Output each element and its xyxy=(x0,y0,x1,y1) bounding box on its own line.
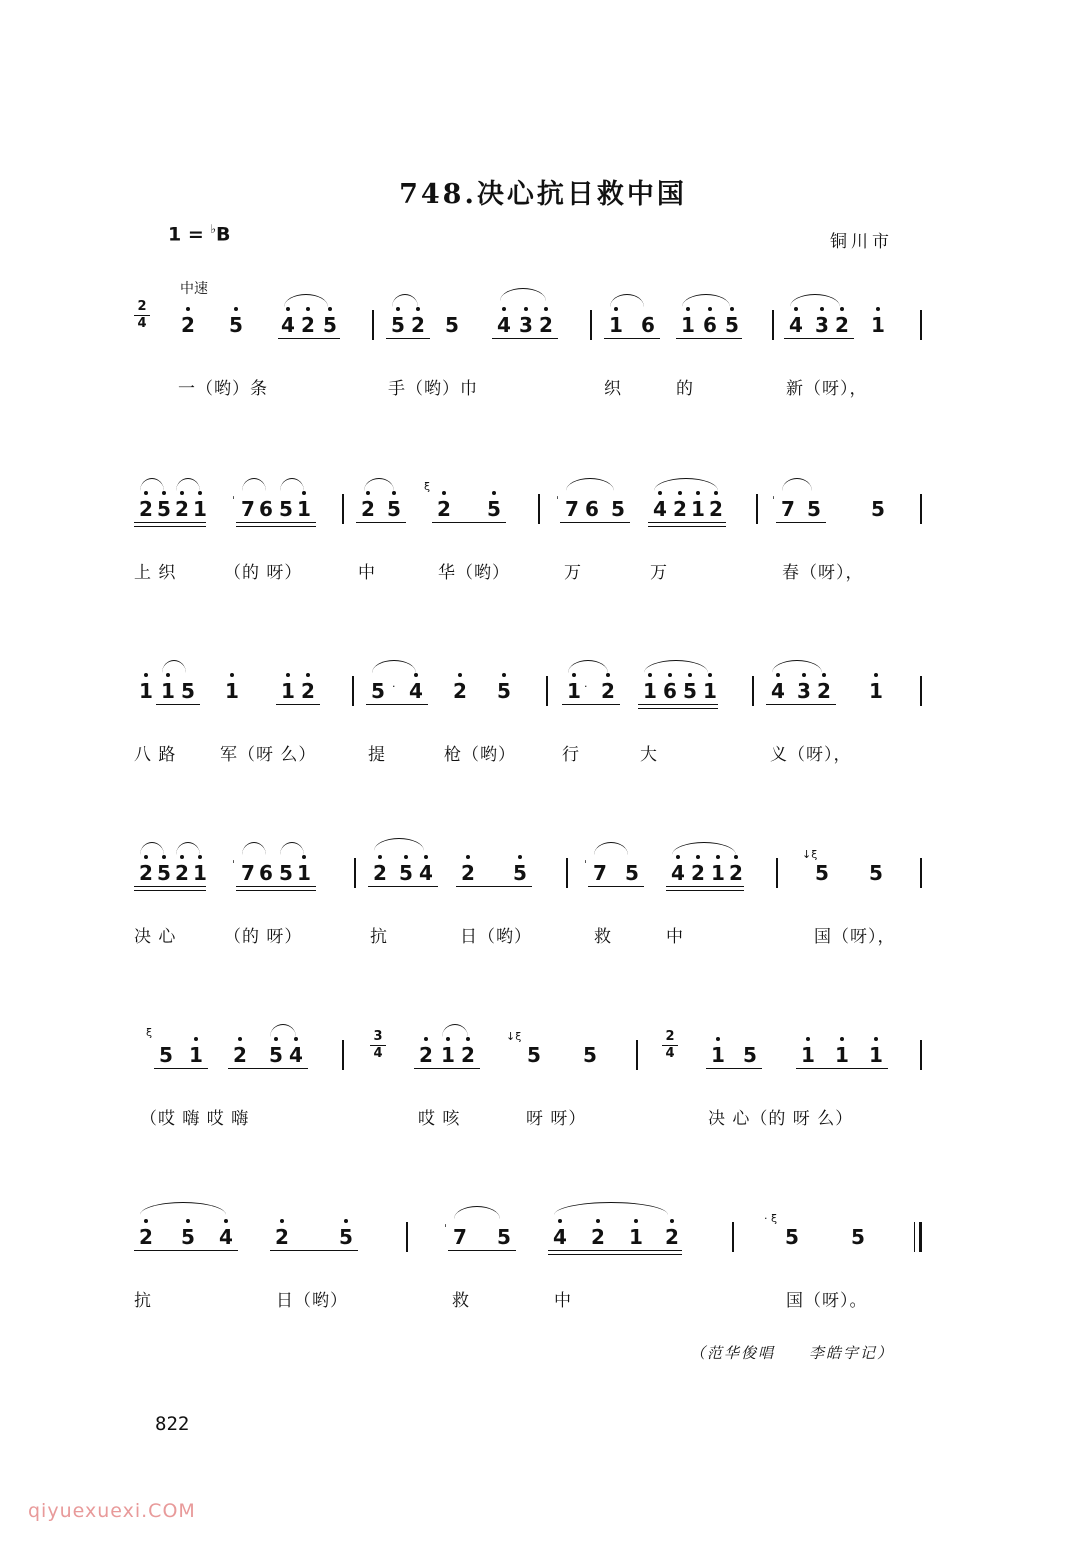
note: 2 xyxy=(134,1226,158,1248)
note: 2 xyxy=(704,498,728,520)
note: 2 xyxy=(356,498,380,520)
bar-line xyxy=(342,1040,344,1070)
note: 1 xyxy=(292,498,316,520)
note: 5 xyxy=(371,679,385,703)
note: 2 xyxy=(456,1044,480,1066)
note: 6 xyxy=(259,497,273,521)
slur xyxy=(654,478,718,491)
note: 3 xyxy=(792,680,816,702)
beam xyxy=(604,338,660,339)
beam xyxy=(456,886,532,887)
note: 5 xyxy=(492,680,516,702)
beam xyxy=(706,1068,762,1069)
lyric: 万 xyxy=(564,563,582,583)
note: 1 xyxy=(796,1044,820,1066)
bar-line xyxy=(920,858,922,888)
slur xyxy=(566,478,614,491)
final-bar-thick xyxy=(919,1222,922,1252)
lyric: 中 xyxy=(554,1291,572,1311)
note: 5 xyxy=(497,1225,511,1249)
note: 2 xyxy=(586,1226,610,1248)
note: 1 xyxy=(292,862,316,884)
lyric: 中 xyxy=(666,927,684,947)
beam xyxy=(588,886,644,887)
score-line-5 xyxy=(120,1016,940,1136)
lyric: 日（哟） xyxy=(276,1291,348,1311)
note: 1 xyxy=(686,498,710,520)
note: 2 xyxy=(534,314,558,336)
note: 4 xyxy=(766,680,790,702)
bar-line xyxy=(566,858,568,888)
slur xyxy=(672,842,736,855)
bar-line xyxy=(732,1222,734,1252)
slur xyxy=(364,478,394,491)
beam xyxy=(648,526,726,527)
beam xyxy=(228,1068,308,1069)
note: 1 xyxy=(676,314,700,336)
note: 5 xyxy=(394,862,418,884)
lyric: 救 xyxy=(452,1291,470,1311)
note: 2 xyxy=(368,862,392,884)
note: 1 xyxy=(156,680,180,702)
note: 1 xyxy=(134,680,158,702)
bar-line xyxy=(776,858,778,888)
note: 7 xyxy=(241,861,255,885)
lyric: （哎 嗨 哎 嗨 xyxy=(140,1109,250,1129)
lyric: 提 xyxy=(368,745,386,765)
note: 5 xyxy=(264,1044,288,1066)
grace-mark: ξ xyxy=(146,1026,153,1039)
note: 6 xyxy=(698,314,722,336)
slur xyxy=(162,660,186,673)
lyric: 哎 咳 xyxy=(418,1109,461,1129)
slur xyxy=(176,842,200,855)
note: 2 xyxy=(296,314,320,336)
slur xyxy=(500,288,546,301)
bar-line xyxy=(372,310,374,340)
note: 5 xyxy=(871,497,885,521)
note: 5 xyxy=(527,1043,541,1067)
beam xyxy=(366,704,428,705)
beam xyxy=(492,338,558,339)
note: 4 xyxy=(414,862,438,884)
tempo-marking: 中速 xyxy=(180,281,208,297)
grace-mark: ˈ xyxy=(556,494,560,507)
note: 4 xyxy=(784,314,808,336)
lyric: 抗 xyxy=(370,927,388,947)
lyric: 决 心 xyxy=(134,927,177,947)
lyric: 行 xyxy=(562,745,580,765)
note: 1 xyxy=(436,1044,460,1066)
note: 1 xyxy=(698,680,722,702)
note: 1 xyxy=(864,1044,888,1066)
beam xyxy=(666,886,744,887)
grace-mark: ˈ xyxy=(444,1222,448,1235)
lyric: 义（呀）， xyxy=(770,745,852,765)
slur xyxy=(242,842,266,855)
slur xyxy=(140,1202,226,1215)
score-line-6 xyxy=(120,1198,940,1318)
beam xyxy=(270,1250,358,1251)
note: 5 xyxy=(720,314,744,336)
note: 5 xyxy=(625,861,639,885)
note: 7 xyxy=(565,497,579,521)
note: 2 xyxy=(134,498,158,520)
note: 5 xyxy=(386,314,410,336)
note: 5 xyxy=(334,1226,358,1248)
grace-mark: ↓ξ xyxy=(506,1030,522,1043)
slur xyxy=(280,478,304,491)
beam xyxy=(648,522,726,523)
slur xyxy=(782,478,812,491)
note: 5 xyxy=(279,497,293,521)
beam xyxy=(154,1068,208,1069)
beam xyxy=(368,886,438,887)
slur xyxy=(454,1206,500,1219)
beam xyxy=(432,522,506,523)
note: 6 xyxy=(641,313,655,337)
bar-line xyxy=(590,310,592,340)
note: 2 xyxy=(596,680,620,702)
slur xyxy=(442,1024,468,1037)
note: 5 xyxy=(152,498,176,520)
note: 5 xyxy=(176,1226,200,1248)
note: 2 xyxy=(660,1226,684,1248)
dot-mark: · xyxy=(392,680,396,693)
score-line-3 xyxy=(120,652,940,772)
note: 1 xyxy=(184,1044,208,1066)
note: 7 xyxy=(781,497,795,521)
lyric: 八 路 xyxy=(134,745,177,765)
note: 6 xyxy=(658,680,682,702)
beam xyxy=(386,338,430,339)
beam xyxy=(676,338,742,339)
lyric: 春（呀）， xyxy=(782,563,864,583)
time-signature: 2 4 xyxy=(662,1030,678,1061)
note: 5 xyxy=(869,861,883,885)
note: 5 xyxy=(611,497,625,521)
note: 2 xyxy=(170,498,194,520)
note: 1 xyxy=(188,862,212,884)
note: 2 xyxy=(448,680,472,702)
lyric: 万 xyxy=(650,563,668,583)
beam xyxy=(784,338,854,339)
bar-line xyxy=(920,494,922,524)
lyric: 抗 xyxy=(134,1291,152,1311)
slur xyxy=(270,1024,296,1037)
beam xyxy=(278,338,340,339)
note: 2 xyxy=(456,862,480,884)
lyric: 呀 呀） xyxy=(526,1109,587,1129)
bar-line xyxy=(406,1222,408,1252)
lyric: （的 呀） xyxy=(224,927,303,947)
bar-line xyxy=(636,1040,638,1070)
note: 7 xyxy=(593,861,607,885)
watermark: qiyuexuexi.COM xyxy=(28,1500,196,1522)
lyric: 救 xyxy=(594,927,612,947)
note: 2 xyxy=(406,314,430,336)
lyric: 新（呀）， xyxy=(786,379,868,399)
lyric: 日（哟） xyxy=(460,927,532,947)
lyric: 大 xyxy=(640,745,658,765)
note: 2 xyxy=(176,314,200,336)
bar-line xyxy=(920,1040,922,1070)
note: 5 xyxy=(583,1043,597,1067)
score-line-4 xyxy=(120,834,940,954)
note: 1 xyxy=(706,862,730,884)
bar-line xyxy=(756,494,758,524)
note: 2 xyxy=(724,862,748,884)
beam xyxy=(236,886,316,887)
dot-mark: · xyxy=(584,680,588,693)
slur xyxy=(644,660,708,673)
note: 1 xyxy=(624,1226,648,1248)
note: 4 xyxy=(548,1226,572,1248)
bar-line xyxy=(538,494,540,524)
flat-icon: ♭ xyxy=(210,222,217,236)
note: 3 xyxy=(514,314,538,336)
note: 2 xyxy=(228,1044,252,1066)
lyric: 织 xyxy=(604,379,622,399)
grace-mark: ↓ξ xyxy=(802,848,818,861)
beam xyxy=(548,1250,682,1251)
slur xyxy=(280,842,304,855)
slur xyxy=(682,294,730,307)
note: 5 xyxy=(181,679,195,703)
note: 3 xyxy=(810,314,834,336)
lyric: 一（哟）条 xyxy=(178,379,268,399)
note: 4 xyxy=(492,314,516,336)
beam xyxy=(134,526,206,527)
slur xyxy=(372,660,416,673)
note: 5 xyxy=(743,1043,757,1067)
note: 1 xyxy=(864,680,888,702)
slur xyxy=(242,478,266,491)
note: 2 xyxy=(668,498,692,520)
note: 1 xyxy=(638,680,662,702)
beam xyxy=(134,522,206,523)
lyric: 军（呀 么） xyxy=(220,745,317,765)
lyric: 手（哟）巾 xyxy=(388,379,478,399)
note: 5 xyxy=(815,861,829,885)
note: 4 xyxy=(214,1226,238,1248)
slur xyxy=(176,478,200,491)
note: 5 xyxy=(785,1225,799,1249)
slur xyxy=(374,838,424,851)
lyric: 国（呀）。 xyxy=(786,1291,868,1311)
note: 1 xyxy=(866,314,890,336)
time-signature: 2 4 xyxy=(134,300,150,331)
beam xyxy=(156,704,200,705)
key-signature xyxy=(168,222,231,245)
note: 5 xyxy=(224,314,248,336)
grace-mark: ˈ xyxy=(232,858,236,871)
note: 5 xyxy=(159,1043,173,1067)
note: 7 xyxy=(453,1225,467,1249)
note: 2 xyxy=(170,862,194,884)
note: 5 xyxy=(482,498,506,520)
beam xyxy=(562,704,620,705)
note: 1 xyxy=(830,1044,854,1066)
beam xyxy=(796,1068,888,1069)
note: 2 xyxy=(432,498,456,520)
region-label: 铜川市 xyxy=(830,232,893,252)
slur xyxy=(284,294,328,307)
beam xyxy=(766,704,836,705)
page-number: 822 xyxy=(155,1413,190,1435)
note: 1 xyxy=(188,498,212,520)
note: 5 xyxy=(851,1225,865,1249)
grace-mark: ˈ xyxy=(772,494,776,507)
beam xyxy=(236,522,316,523)
note: 2 xyxy=(686,862,710,884)
bar-line xyxy=(920,676,922,706)
note: 4 xyxy=(666,862,690,884)
note: 1 xyxy=(220,680,244,702)
slur xyxy=(790,294,840,307)
note: 1 xyxy=(562,680,586,702)
note: 5 xyxy=(318,314,342,336)
lyric: 枪（哟） xyxy=(444,745,516,765)
slur xyxy=(568,660,608,673)
beam xyxy=(276,704,320,705)
bar-line xyxy=(352,676,354,706)
beam xyxy=(548,1254,682,1255)
note: 2 xyxy=(830,314,854,336)
note: 4 xyxy=(404,680,428,702)
lyric: 的 xyxy=(676,379,694,399)
lyric: 国（呀）， xyxy=(814,927,896,947)
grace-mark: ξ xyxy=(424,480,431,493)
grace-mark: ˈ xyxy=(232,494,236,507)
note: 4 xyxy=(648,498,672,520)
slur xyxy=(140,842,164,855)
lyric: （的 呀） xyxy=(224,563,303,583)
note: 2 xyxy=(812,680,836,702)
note: 4 xyxy=(284,1044,308,1066)
score-line-2 xyxy=(120,470,940,590)
beam xyxy=(666,890,744,891)
score-line-1 xyxy=(120,286,940,406)
beam xyxy=(638,708,718,709)
bar-line xyxy=(920,310,922,340)
slur xyxy=(554,1202,668,1215)
slur xyxy=(772,660,822,673)
beam xyxy=(448,1250,516,1251)
beam xyxy=(560,522,630,523)
song-title: 748.决心抗日救中国 xyxy=(399,179,687,210)
lyric: 华（哟） xyxy=(438,563,510,583)
slur xyxy=(140,478,164,491)
note: 5 xyxy=(382,498,406,520)
note: 2 xyxy=(414,1044,438,1066)
note: 6 xyxy=(585,497,599,521)
lyric: 中 xyxy=(358,563,376,583)
grace-mark: · ξ xyxy=(764,1212,778,1225)
note: 5 xyxy=(508,862,532,884)
beam xyxy=(414,1068,480,1069)
slur xyxy=(392,294,418,307)
bar-line xyxy=(342,494,344,524)
time-signature: 3 4 xyxy=(370,1030,386,1061)
bar-line xyxy=(772,310,774,340)
beam xyxy=(638,704,718,705)
bar-line xyxy=(546,676,548,706)
beam xyxy=(236,890,316,891)
final-bar-thin xyxy=(914,1222,915,1252)
beam xyxy=(776,522,826,523)
note: 1 xyxy=(604,314,628,336)
note: 2 xyxy=(270,1226,294,1248)
note: 1 xyxy=(706,1044,730,1066)
note: 7 xyxy=(241,497,255,521)
beam xyxy=(356,522,406,523)
beam xyxy=(134,886,206,887)
key-note: B xyxy=(216,223,231,246)
bar-line xyxy=(354,858,356,888)
note: 2 xyxy=(134,862,158,884)
bar-line xyxy=(752,676,754,706)
beam xyxy=(134,890,206,891)
note: 6 xyxy=(259,861,273,885)
note: 2 xyxy=(296,680,320,702)
slur xyxy=(610,294,644,307)
note: 5 xyxy=(279,861,293,885)
note: 5 xyxy=(445,313,459,337)
lyric: 上 织 xyxy=(134,563,177,583)
note: 4 xyxy=(276,314,300,336)
lyric: 决 心（的 呀 么） xyxy=(708,1109,854,1129)
note: 5 xyxy=(152,862,176,884)
note: 5 xyxy=(807,497,821,521)
grace-mark: ˈ xyxy=(584,858,588,871)
note: 5 xyxy=(678,680,702,702)
note: 1 xyxy=(276,680,300,702)
slur xyxy=(594,842,628,855)
beam xyxy=(134,1250,238,1251)
beam xyxy=(236,526,316,527)
key-prefix: 1 = xyxy=(168,223,211,246)
performer-credit: （范华俊唱 李皓宇记） xyxy=(690,1344,895,1362)
